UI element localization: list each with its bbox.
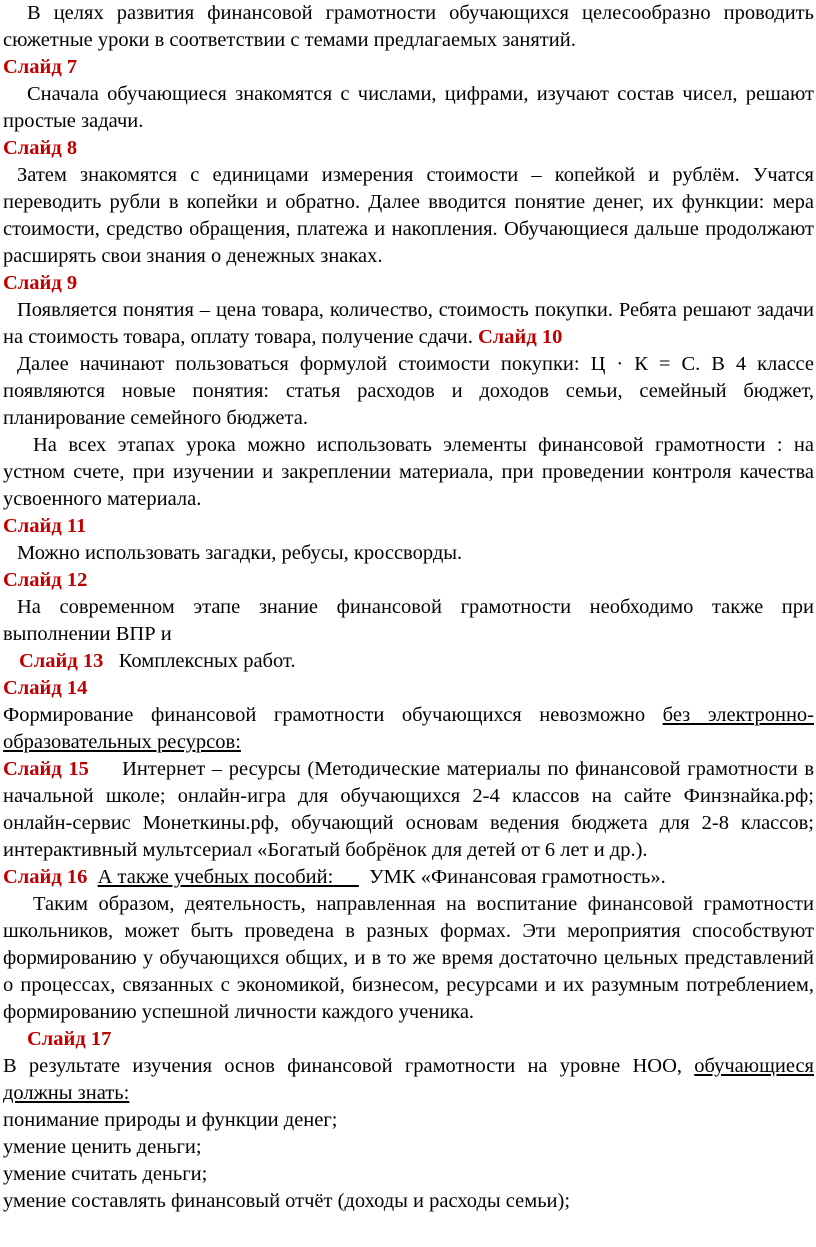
- intro-paragraph: В целях развития финансовой грамотности обучающихся целесообразно проводить сюжетные уроки в соответствии с темами предлагаемых занятий.: [3, 2, 814, 51]
- slide-9-label: Слайд 9: [3, 272, 78, 294]
- internet-resources-paragraph: [3, 756, 814, 864]
- price-text: Появляется понятия – цена товара, количество, стоимость покупки. Ребята решают задачи на стоимость товара, оплату товара, получение сдачи.: [3, 299, 814, 348]
- complex-works-paragraph: [3, 648, 814, 675]
- list-item: понимание природы и функции денег;: [3, 1109, 338, 1131]
- results-text: В результате изучения основ финансовой грамотности на уровне НОО,: [3, 1055, 682, 1077]
- conclusion-paragraph: Таким образом, деятельность, направленная на воспитание финансовой грамотности школьников, может быть проведена в разных формах. Эти мероприятия способствуют формированию у обучающихся общих, и в то же время достаточно цельных представлений о процессах, связанных с экономикой, бизнесом, ресурсами и их разумным потреблением, формированию успешной личности каждого ученика.: [3, 893, 814, 1023]
- lesson-stages-paragraph: На всех этапах урока можно использовать элементы финансовой грамотности : на устном счете, при изучении и закреплении материала, при проведении контроля качества усвоенного материала.: [3, 434, 814, 510]
- list-item: умение считать деньги;: [3, 1163, 208, 1185]
- umk-text: УМК «Финансовая грамотность».: [369, 866, 666, 888]
- slide-11-label: Слайд 11: [3, 515, 87, 537]
- slide-15-label: Слайд 15: [3, 758, 89, 780]
- resources-text: Формирование финансовой грамотности обучающихся невозможно: [3, 704, 646, 726]
- list-item: умение ценить деньги;: [3, 1136, 202, 1158]
- slide-12-label: Слайд 12: [3, 569, 88, 591]
- slide-8-label: Слайд 8: [3, 137, 78, 159]
- textbooks-paragraph: [3, 864, 814, 891]
- slide-10-label: Слайд 10: [477, 326, 563, 348]
- complex-works-text: Комплексных работ.: [118, 650, 296, 672]
- slide-16-label: Слайд 16: [3, 866, 88, 888]
- slide-13-label: Слайд 13: [19, 650, 104, 672]
- numbers-paragraph: Сначала обучающиеся знакомятся с числами, цифрами, изучают состав чисел, решают простые задачи.: [3, 83, 814, 132]
- puzzles-paragraph: Можно использовать загадки, ребусы, кроссворды.: [17, 542, 463, 564]
- textbooks-underlined: А также учебных пособий:: [97, 866, 334, 888]
- results-paragraph: [3, 1053, 814, 1107]
- price-paragraph: [3, 297, 814, 351]
- slide-14-label: Слайд 14: [3, 677, 88, 699]
- results-underlined: обучающиеся должны знать:: [3, 1055, 814, 1104]
- resources-paragraph: [3, 702, 814, 756]
- internet-resources-text: Интернет – ресурсы (Методические материалы по финансовой грамотности в начальной школе; онлайн-игра для обучающихся 2-4 классов на сайте Финзнайка.рф; онлайн-сервис Монеткины.рф, обучающий основам ведения бюджета для 2-8 классов; интерактивный мультсериал «Богатый бобрёнок для детей от 6 лет и др.).: [3, 758, 815, 861]
- slide-17-paragraph: [3, 1026, 814, 1053]
- vpr-paragraph: На современном этапе знание финансовой грамотности необходимо также при выполнении ВПР и: [3, 596, 814, 645]
- slide-17-label: Слайд 17: [27, 1028, 112, 1050]
- slide-7-label: Слайд 7: [3, 56, 78, 78]
- money-units-paragraph: Затем знакомятся с единицами измерения стоимости – копейкой и рублём. Учатся переводить рубли в копейки и обратно. Далее вводится понятие денег, их функции: мера стоимости, средство обращения, платежа и накопления. Обучающиеся дальше продолжают расширять свои знания о денежных знаках.: [3, 164, 814, 267]
- list-item: умение составлять финансовый отчёт (доходы и расходы семьи);: [3, 1190, 571, 1212]
- resources-underlined: без электронно-образовательных ресурсов:: [3, 704, 815, 753]
- formula-paragraph: Далее начинают пользоваться формулой стоимости покупки: Ц · К = С. В 4 классе появляются новые понятия: статья расходов и доходов семьи, семейный бюджет, планирование семейного бюджета.: [3, 353, 814, 429]
